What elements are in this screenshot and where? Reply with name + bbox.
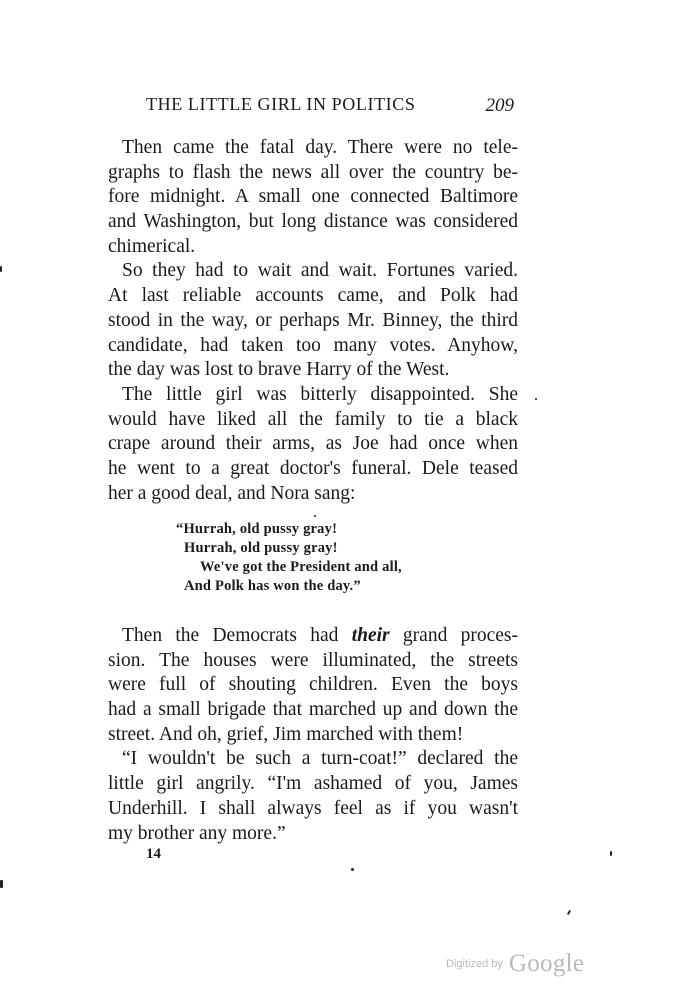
body-text-top <box>108 136 518 506</box>
text-line: “I wouldn't be such a turn-coat!” declared the <box>122 748 518 770</box>
text-line: chimerical. <box>108 235 196 257</box>
paragraph <box>108 624 518 747</box>
text-line: graphs to flash the news all over the country be- <box>108 161 518 183</box>
text-line: The little girl was bitterly disappointed. She <box>122 383 518 405</box>
text-line: crape around their arms, as Joe had once when <box>108 433 518 455</box>
scan-speck <box>535 398 537 400</box>
text-line: would have liked all the family to tie a black <box>108 408 518 430</box>
paragraph <box>108 383 518 506</box>
text-segment: Then the Democrats had <box>122 625 352 646</box>
text-line: At last reliable accounts came, and Polk had <box>108 285 518 307</box>
verse-line: And Polk has won the day.” <box>184 578 361 594</box>
text-line: So they had to wait and wait. Fortunes varied. <box>122 260 518 282</box>
text-line: were full of shouting children. Even the boys <box>108 674 518 696</box>
scan-speck <box>567 910 571 915</box>
scan-speck <box>0 880 3 888</box>
running-head <box>146 94 518 120</box>
signature-mark: 14 <box>146 846 161 862</box>
emphasized-word: their <box>351 625 390 646</box>
text-line: and Washington, but long distance was considered <box>108 211 518 233</box>
text-line: street. And oh, grief, Jim marched with them! <box>108 723 464 745</box>
paragraph <box>108 747 518 846</box>
running-title: THE LITTLE GIRL IN POLITICS <box>146 94 416 114</box>
text-line: Then came the fatal day. There were no tele- <box>122 137 518 158</box>
text-line: he went to a great doctor's funeral. Dele teased <box>108 457 518 479</box>
text-line: stood in the way, or perhaps Mr. Binney, the third <box>108 309 518 331</box>
text-line: the day was lost to brave Harry of the West. <box>108 359 450 381</box>
scan-speck <box>610 851 612 856</box>
text-line: had a small brigade that marched up and down the <box>108 699 518 721</box>
digitized-watermark <box>446 950 584 978</box>
verse-line: Hurrah, old pussy gray! <box>184 540 338 556</box>
text-line: fore midnight. A small one connected Baltimore <box>108 186 518 208</box>
paragraph <box>108 136 518 259</box>
watermark-prefix: Digitized by <box>446 958 503 970</box>
text-line: Underhill. I shall always feel as if you wasn't <box>108 797 518 819</box>
text-line: little girl angrily. “I'm ashamed of you, James <box>108 773 518 795</box>
text-line-with-emphasis <box>108 624 518 649</box>
page-number: 209 <box>485 95 514 116</box>
text-line: candidate, had taken too many votes. Anyhow, <box>108 334 518 356</box>
scan-speck <box>351 868 354 871</box>
google-logo: Google <box>508 950 585 977</box>
body-text-bottom <box>108 624 518 846</box>
verse-line: “Hurrah, old pussy gray! <box>176 521 338 537</box>
scan-speck <box>0 266 2 272</box>
paragraph <box>108 259 518 382</box>
text-segment: grand proces- <box>389 625 518 646</box>
verse-quotation <box>176 520 456 596</box>
text-line: sion. The houses were illuminated, the streets <box>108 649 518 671</box>
scan-speck <box>314 515 316 517</box>
verse-line: We've got the President and all, <box>200 559 402 575</box>
text-line: her a good deal, and Nora sang: <box>108 482 356 504</box>
text-line: my brother any more.” <box>108 822 286 844</box>
